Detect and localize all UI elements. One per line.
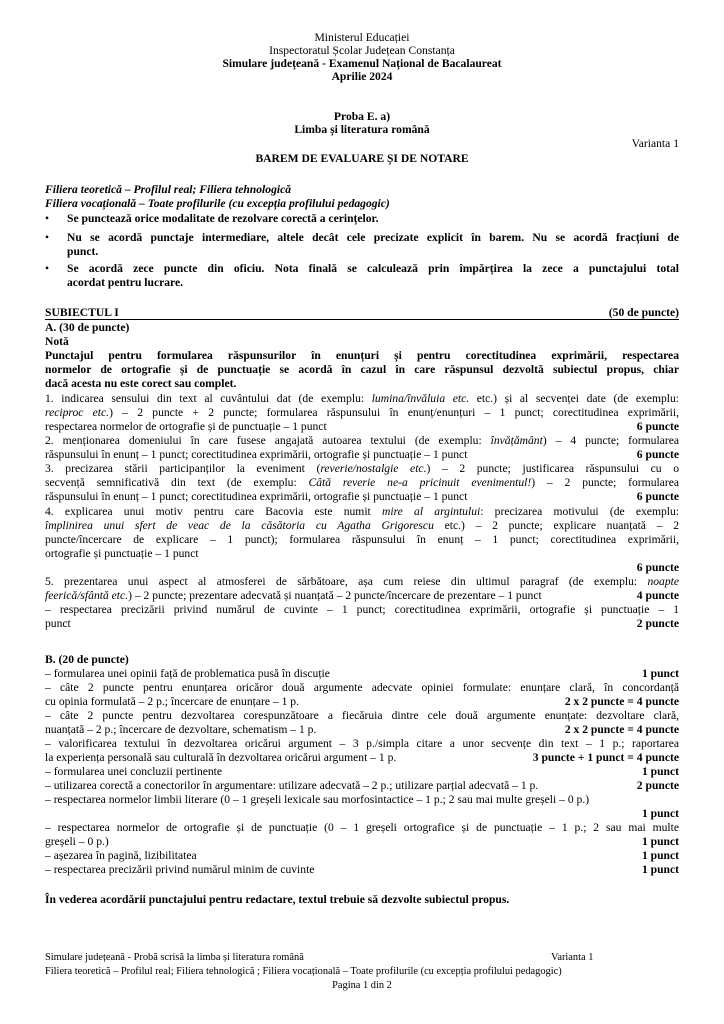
rule-3-line-1: Se acordă zece puncte din oficiu. Nota finală se calculează prin împărțirea la zece a punctajului total	[67, 262, 679, 275]
b-item-10: – respectarea precizării privind numărul minim de cuvinte 1 punct	[45, 863, 679, 876]
item-3-line-1: 3. precizarea stării participanților la eveniment (reverie/nostalgie etc.) – 2 puncte; justificarea răspunsului cu o	[45, 462, 680, 475]
item-4-line-2: împlinirea unui sfert de veac de la căsătoria cu Agatha Grigorescu etc.) – 2 puncte; explicare nuanțată – 2	[45, 519, 679, 532]
rule-3-line-2: acordat pentru lucrare.	[67, 276, 184, 289]
subiect-1-points: (50 de puncte)	[608, 306, 679, 319]
item-3-line-3: răspunsului în enunț – 1 punct; corectitudinea exprimării, ortografie și punctuație – 1 punct 6 puncte	[45, 490, 679, 503]
item-5-line-4: punct 2 puncte	[45, 617, 679, 630]
b-item-3-line-1: – câte 2 puncte pentru dezvoltarea corespunzătoare a fiecăruia dintre cele două argumente enunțate: dezvoltare clară,	[45, 709, 679, 722]
filiera-line-2: Filiera vocațională – Toate profilurile (cu excepția profilului pedagogic)	[45, 197, 390, 210]
item-3-line-2: secvență semnificativă din text (de exemplu: Câtă reverie ne-a pricinuit evenimentul!) – 2 puncte; formularea	[45, 476, 680, 489]
b-item-7-points: 1 punct	[641, 807, 679, 820]
b-item-2-line-2: cu opinia formulată – 2 p.; încercare de enunțare – 1 p. 2 x 2 puncte = 4 puncte	[45, 695, 679, 708]
rule-1: Se punctează orice modalitate de rezolvare corectă a cerințelor.	[67, 212, 379, 225]
item-2-line-1: 2. menționarea domeniului în care fusese angajată autoarea textului (de exemplu: învățământ) – 4 puncte; formularea	[45, 434, 679, 447]
part-a-title: A. (30 de puncte)	[45, 321, 130, 334]
inspectorate-name: Inspectoratul Școlar Județean Constanța	[269, 44, 455, 57]
item-5-line-2: feerică/sfântă etc.) – 2 puncte; prezentare adecvată și nuanțată – 2 puncte/încercare de prezentare – 1 punct 4 puncte	[45, 589, 679, 602]
subiect-1-title: SUBIECTUL I	[45, 306, 119, 319]
b-item-9: – așezarea în pagină, lizibilitatea 1 punct	[45, 849, 679, 862]
page-number: Pagina 1 din 2	[332, 980, 392, 991]
item-4-line-4: ortografie și punctuație – 1 punct	[45, 547, 199, 560]
subject-name: Limba și literatura română	[294, 123, 430, 136]
exam-title: Simulare județeană - Examenul Național de Bacalaureat	[222, 57, 502, 70]
item-4-points: 6 puncte	[636, 561, 679, 574]
subiect-1-heading	[45, 306, 679, 320]
item-4-line-1: 4. explicarea unui motiv pentru care Bacovia este numit mire al argintului: precizarea motivului (de exemplu:	[45, 505, 680, 518]
item-2-line-2: răspunsului în enunț – 1 punct; corectitudinea exprimării, ortografie și punctuație – 1 punct 6 puncte	[45, 448, 679, 461]
item-5-line-3: – respectarea precizării privind numărul de cuvinte – 1 punct; corectitudinea exprimării, ortografie și punctuație – 1	[45, 603, 679, 616]
nota-line-2: normelor de ortografie și de punctuație se acordă în cazul în care răspunsul dezvoltă subiectul propus, chiar	[45, 363, 679, 376]
variant-label: Varianta 1	[631, 137, 679, 150]
nota-line-1: Punctajul pentru formularea răspunsurilor în enunțuri și pentru corectitudinea exprimării, respectarea	[45, 349, 679, 362]
filiera-line-1: Filiera teoretică – Profilul real; Filiera tehnologică	[45, 183, 292, 196]
item-1-line-1: 1. indicarea sensului din text al cuvântului dat (de exemplu: lumina/învăluia etc. etc.) și al secvenței date (de exemplu:	[45, 392, 680, 405]
bullet-icon: •	[45, 212, 50, 225]
b-item-1: – formularea unei opinii față de problematica pusă în discuție 1 punct	[45, 667, 679, 680]
footer-variant: Varianta 1	[551, 952, 594, 963]
bullet-icon: •	[45, 231, 50, 244]
b-item-2-line-1: – câte 2 puncte pentru enunțarea oricăror două argumente adecvate opiniei formulate: enunțare clară, în concordanță	[45, 681, 679, 694]
item-5-points-a: 4 puncte	[636, 589, 679, 602]
exam-date: Aprilie 2024	[331, 70, 393, 83]
item-5-points-b: 2 puncte	[636, 617, 679, 630]
part-b-title: B. (20 de puncte)	[45, 653, 129, 666]
item-1-line-2: reciproc etc.) – 2 puncte + 2 puncte; formularea răspunsului în enunț/enunțuri – 1 punct; corectitudinea exprimării,	[45, 406, 679, 419]
bullet-icon: •	[45, 262, 50, 275]
nota-label: Notă	[45, 335, 69, 348]
proba-label: Proba E. a)	[333, 110, 391, 123]
item-2-points: 6 puncte	[636, 448, 679, 461]
item-1-line-3: respectarea normelor de ortografie și de punctuație – 1 punct 6 puncte	[45, 420, 679, 433]
rule-2-line-1: Nu se acordă punctaje intermediare, altele decât cele precizate explicit în barem. Nu se acordă fracțiuni de	[67, 231, 679, 244]
item-1-points: 6 puncte	[636, 420, 679, 433]
b-item-3-line-2: nuanțată – 2 p.; încercare de dezvoltare, schematism – 1 p. 2 x 2 puncte = 4 puncte	[45, 723, 679, 736]
item-4-line-3: puncte/încercare de explicare – 1 punct); formularea răspunsului în enunț – 1 punct; corectitudinea exprimării,	[45, 533, 679, 546]
document-title: BAREM DE EVALUARE ȘI DE NOTARE	[255, 152, 469, 165]
b-item-7: – respectarea normelor limbii literare (0 – 1 greșeli lexicale sau morfosintactice – 1 p.; 2 sau mai multe greșeli – 0 p.)	[45, 793, 590, 806]
b-item-8-line-2: greșeli – 0 p.) 1 punct	[45, 835, 679, 848]
footer-left: Simulare județeană - Probă scrisă la limba și literatura română	[45, 952, 304, 963]
item-5-line-1: 5. prezentarea unui aspect al atmosferei de sărbătoare, așa cum reiese din ultimul paragraf (de exemplu: noapte	[45, 575, 679, 588]
footer-line-2: Filiera teoretică – Profilul real; Filiera tehnologică ; Filiera vocațională – Toate profilurile (cu excepția profilului pedagogic)	[45, 966, 562, 977]
b-item-8-line-1: – respectarea normelor de ortografie și de punctuație (0 – 1 greșeli ortografice și de punctuație – 1 p.; 2 sau mai multe	[45, 821, 679, 834]
b-item-4-line-2: la experiența personală sau culturală în dezvoltarea oricărui argument – 1 p. 3 puncte + 1 punct = 4 puncte	[45, 751, 679, 764]
b-item-4-line-1: – valorificarea textului în dezvoltarea oricărui argument – 3 p./simpla citare a unor secvențe din text – 1 p.; raportarea	[45, 737, 679, 750]
rule-2-line-2: punct.	[67, 245, 99, 258]
b-item-5: – formularea unei concluzii pertinente 1 punct	[45, 765, 679, 778]
ministry-name: Ministerul Educației	[314, 31, 410, 44]
b-item-6: – utilizarea corectă a conectorilor în argumentare: utilizare adecvată – 2 p.; utilizare parțial adecvată – 1 p. 2 puncte	[45, 779, 679, 792]
closing-note: În vederea acordării punctajului pentru redactare, textul trebuie să dezvolte subiectul propus.	[45, 893, 510, 906]
nota-line-3: dacă acesta nu este corect sau complet.	[45, 377, 237, 390]
item-3-points: 6 puncte	[636, 490, 679, 503]
